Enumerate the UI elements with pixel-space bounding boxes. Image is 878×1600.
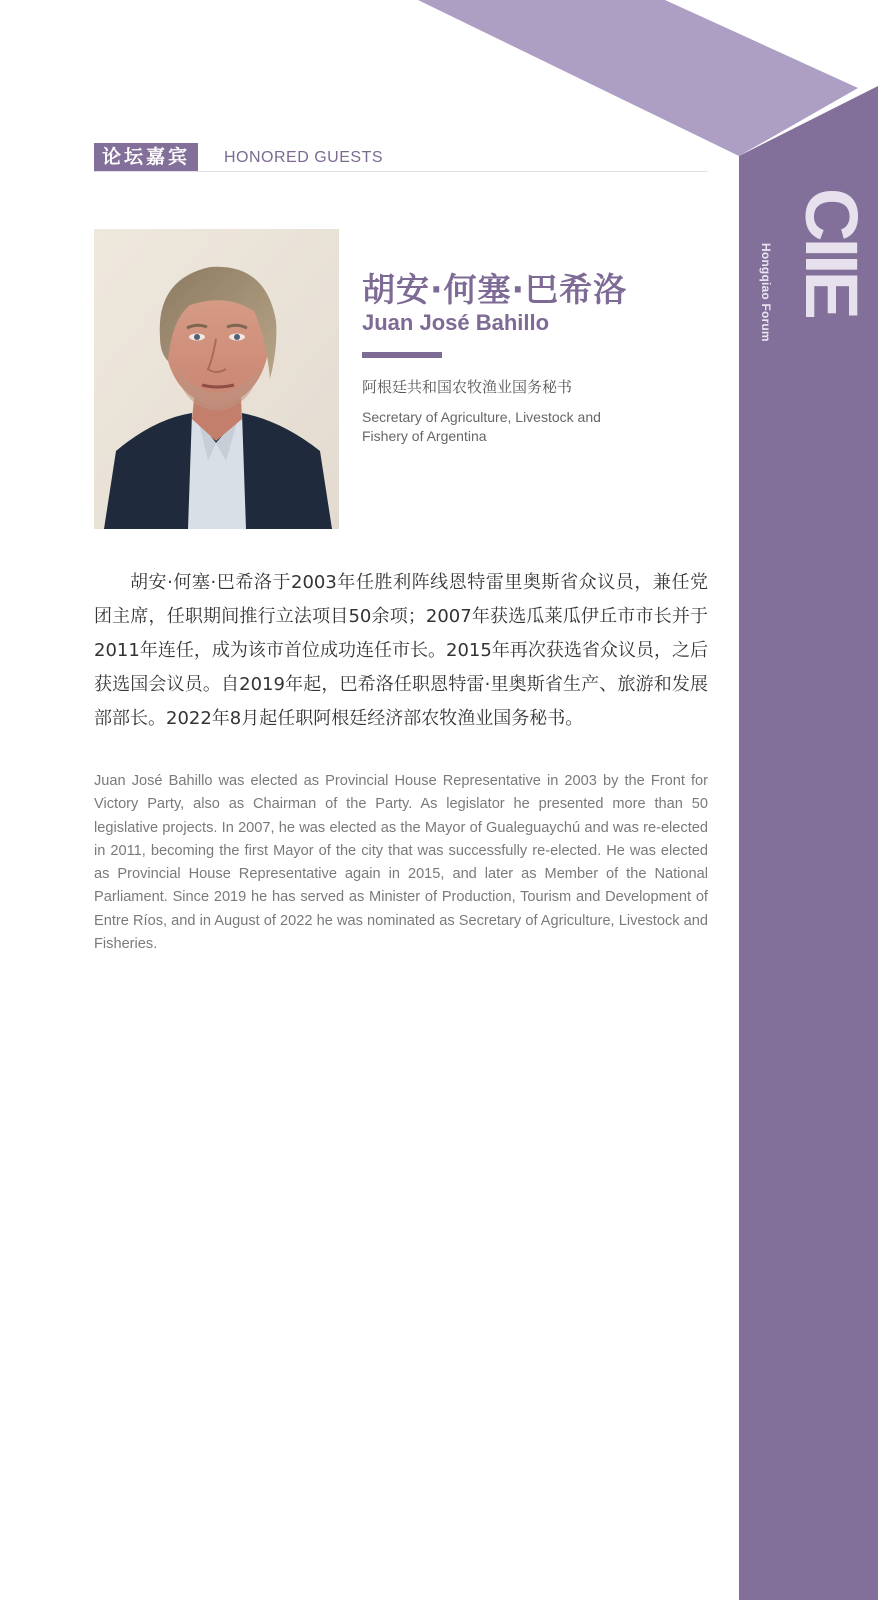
- name-divider: [362, 352, 442, 358]
- biography-en: Juan José Bahillo was elected as Provincial House Representative in 2003 by the Front for Victory Party, also as Chairman of the Party. As legislator he presented more than 50 legislative projects. In 2007, he was elected as the Mayor of Gualeguaychú and was re-elected in 2011, becoming the first Mayor of the city that was successfully re-elected. He was elected as Provincial House Representative again in 2015, and later as Member of the National Parliament. Since 2019 he has served as Minister of Production, Tourism and Development of Entre Ríos, and in August of 2022 he was nominated as Secretary of Agriculture, Livestock and Fisheries.: [94, 773, 708, 953]
- section-tag-en: HONORED GUESTS: [224, 149, 384, 166]
- hongqiao-forum-label: Hongqiao Forum: [759, 243, 773, 342]
- section-tag-cn: 论坛嘉宾: [94, 143, 198, 171]
- biography-cn: 胡安·何塞·巴希洛于2003年任胜利阵线恩特雷里奥斯省众议员，兼任党团主席，任职期间推行立法项目50余项；2007年获选瓜莱瓜伊丘市市长并于2011年连任，成为该市首位成功连任市长。2015年再次获选省众议员，之后获选国会议员。自2019年起，巴希洛任职恩特雷·里奥斯省生产、旅游和发展部部长。2022年8月起任职阿根廷经济部农牧渔业国务秘书。: [94, 572, 708, 729]
- guest-name-en: Juan José Bahillo: [362, 310, 550, 335]
- ciie-logo: CIIE: [790, 188, 873, 316]
- guest-name-cn: 胡安·何塞·巴希洛: [362, 270, 628, 309]
- portrait-photo-icon: [94, 229, 339, 529]
- section-header: [94, 143, 708, 172]
- guest-title-cn: 阿根廷共和国农牧渔业国务秘书: [362, 378, 573, 396]
- guest-portrait: [94, 229, 339, 529]
- guest-title-en: Secretary of Agriculture, Livestock and Fishery of Argentina: [362, 409, 601, 444]
